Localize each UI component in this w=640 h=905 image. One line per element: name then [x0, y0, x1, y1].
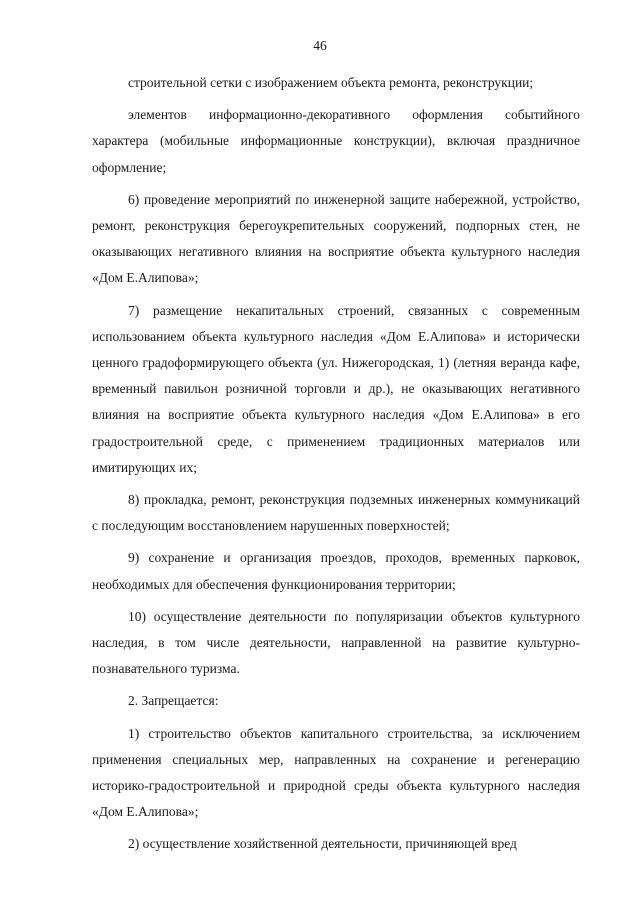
paragraph: элементов информационно-декоративного оформления событийного характера (мобильные информационные конструкции), включая праздничное оформление;: [92, 107, 580, 175]
paragraph: 6) проведение мероприятий по инженерной защите набережной, устройство, ремонт, реконструкция берегоукрепительных сооружений, подпорных стен, не оказывающих негативного влияния на восприятие объекта культурного наследия «Дом Е.Алипова»;: [92, 191, 580, 286]
document-body: [92, 70, 580, 864]
page-number: 46: [313, 38, 327, 53]
paragraph: 2) осуществление хозяйственной деятельности, причиняющей вред: [128, 836, 517, 852]
section-heading: 2. Запрещается:: [128, 693, 219, 709]
paragraph: 9) сохранение и организация проездов, проходов, временных парковок, необходимых для обеспечения функционирования территории;: [92, 550, 580, 592]
paragraph: 10) осуществление деятельности по популяризации объектов культурного наследия, в том числе деятельности, направленной на развитие культурно-познавательного туризма.: [92, 608, 580, 677]
paragraph: 8) прокладка, ремонт, реконструкция подземных инженерных коммуникаций с последующим восстановлением нарушенных поверхностей;: [92, 492, 580, 534]
paragraph: 7) размещение некапитальных строений, связанных с современным использованием объекта культурного наследия «Дом Е.Алипова» и исторически ценного градоформирующего объекта (ул. Нижегородская, 1) (летняя веранда кафе, временный павильон розничной торговли и др.), не оказывающих негативного влияния на восприятие объекта культурного наследия «Дом Е.Алипова» в его градостроительной среде, с применением традиционных материалов или имитирующих их;: [92, 302, 580, 475]
paragraph: строительной сетки с изображением объекта ремонта, реконструкции;: [128, 75, 534, 90]
paragraph: 1) строительство объектов капитального строительства, за исключением применения специальных мер, направленных на сохранение и регенерацию историко-градостроительной и природной среды объекта культурного наследия «Дом Е.Алипова»;: [92, 725, 580, 820]
